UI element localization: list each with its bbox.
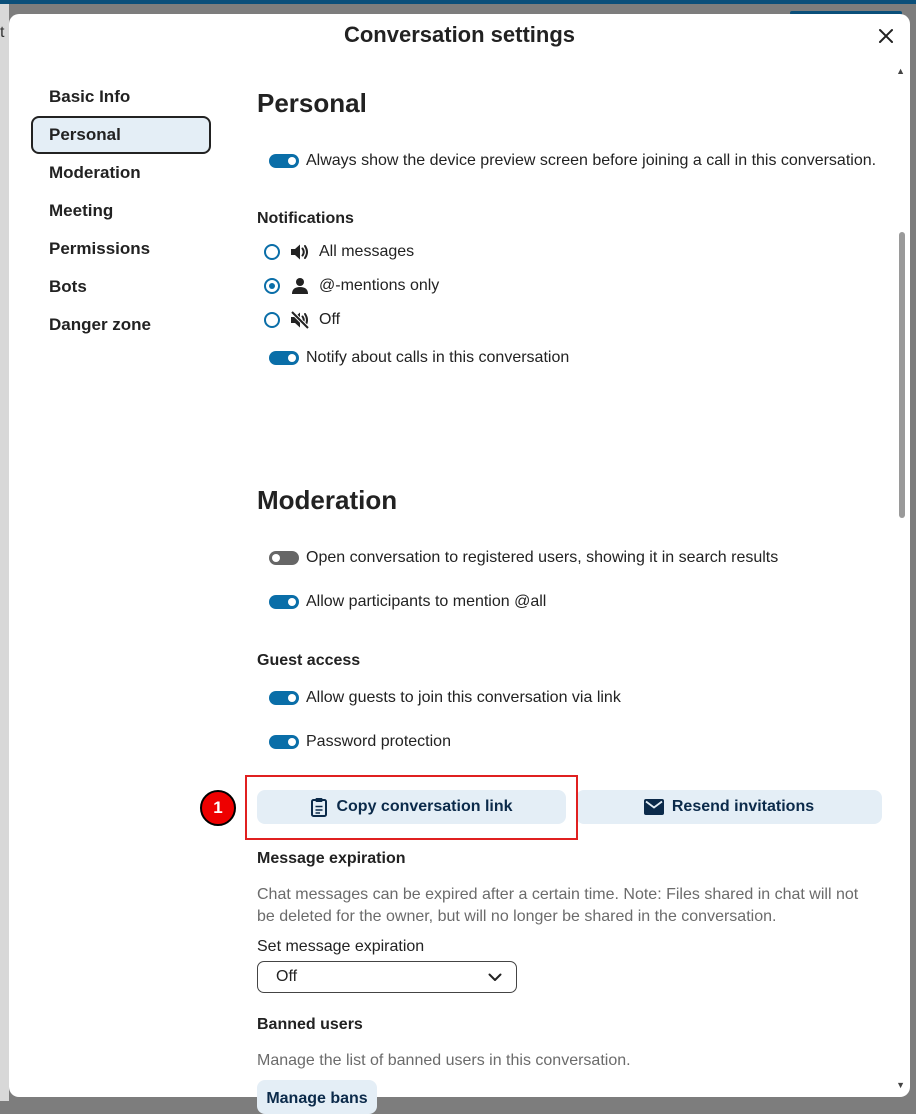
allow-guests-row[interactable] — [257, 689, 621, 707]
section-heading-personal: Personal — [257, 88, 367, 118]
nav-item-label: Basic Info — [49, 87, 131, 106]
person-icon — [289, 275, 311, 297]
nav-item-basic-info[interactable] — [31, 78, 211, 116]
nav-item-label: Bots — [49, 277, 87, 296]
device-preview-toggle[interactable] — [269, 154, 299, 168]
open-conversation-row[interactable] — [257, 549, 778, 567]
step-marker: 1 — [200, 790, 236, 826]
speaker-icon — [289, 241, 311, 263]
radio-all-messages[interactable] — [264, 244, 280, 260]
conversation-settings-dialog — [9, 14, 910, 1107]
scroll-up-arrow[interactable]: ▲ — [896, 66, 905, 76]
message-expiration-value: Off — [276, 968, 298, 985]
radio-mentions-only[interactable] — [264, 278, 280, 294]
highlight-box — [245, 775, 578, 840]
envelope-icon — [644, 799, 664, 815]
mention-all-toggle[interactable] — [269, 595, 299, 609]
message-expiration-heading: Message expiration — [257, 850, 406, 867]
mention-all-label: Allow participants to mention @all — [306, 593, 547, 610]
message-expiration-select[interactable] — [257, 961, 517, 993]
open-conversation-toggle[interactable] — [269, 551, 299, 565]
message-expiration-description: Chat messages can be expired after a certain time. Note: Files shared in chat will not be deleted for the owner, but will no longer be shared in the conversation. — [257, 886, 859, 925]
password-protection-toggle[interactable] — [269, 735, 299, 749]
nav-item-meeting[interactable] — [31, 192, 211, 230]
banned-users-description: Manage the list of banned users in this conversation. — [257, 1052, 631, 1069]
notification-option-all[interactable] — [257, 241, 414, 263]
nav-item-label: Permissions — [49, 239, 151, 258]
nav-item-label: Danger zone — [49, 315, 152, 334]
set-message-expiration-label: Set message expiration — [257, 938, 425, 955]
manage-bans-label: Manage bans — [266, 1090, 368, 1107]
background-edge-glyph: t — [0, 24, 5, 41]
notification-option-mentions[interactable] — [257, 275, 439, 297]
password-protection-row[interactable] — [257, 733, 451, 751]
section-heading-moderation: Moderation — [257, 485, 398, 515]
notification-option-label: @-mentions only — [319, 277, 440, 294]
allow-guests-label: Allow guests to join this conversation via link — [306, 689, 621, 706]
banned-users-heading: Banned users — [257, 1016, 363, 1033]
settings-nav — [31, 78, 211, 344]
copy-link-label: Copy conversation link — [336, 798, 513, 815]
dialog-title: Conversation settings — [343, 22, 576, 47]
radio-off[interactable] — [264, 312, 280, 328]
background-edge — [0, 4, 9, 1101]
nav-item-label: Personal — [49, 125, 121, 144]
open-conversation-label: Open conversation to registered users, showing it in search results — [306, 549, 779, 566]
scroll-down-arrow[interactable]: ▼ — [896, 1080, 905, 1090]
nav-item-label: Moderation — [49, 163, 141, 182]
close-icon — [879, 29, 893, 43]
notification-option-label: All messages — [319, 243, 415, 260]
resend-label: Resend invitations — [671, 798, 815, 815]
guest-access-heading: Guest access — [257, 652, 361, 669]
device-preview-row[interactable] — [257, 152, 876, 170]
close-button[interactable] — [874, 24, 898, 48]
chevron-down-icon — [488, 973, 502, 982]
mention-all-row[interactable] — [257, 593, 546, 611]
scrollbar-thumb[interactable] — [899, 232, 905, 518]
nav-item-personal[interactable] — [31, 116, 211, 154]
nav-item-moderation[interactable] — [31, 154, 211, 192]
notify-calls-row[interactable] — [257, 349, 569, 367]
notifications-heading: Notifications — [257, 210, 354, 227]
device-preview-label: Always show the device preview screen before joining a call in this conversation. — [306, 152, 877, 169]
nav-item-bots[interactable] — [31, 268, 211, 306]
nav-item-permissions[interactable] — [31, 230, 211, 268]
password-protection-label: Password protection — [306, 733, 451, 750]
notification-option-off[interactable] — [257, 309, 340, 331]
speaker-muted-icon — [289, 309, 311, 331]
nav-item-label: Meeting — [49, 201, 114, 220]
notify-calls-label: Notify about calls in this conversation — [306, 349, 570, 366]
resend-invitations-button[interactable] — [576, 790, 882, 824]
notification-option-label: Off — [319, 311, 341, 328]
notify-calls-toggle[interactable] — [269, 351, 299, 365]
allow-guests-toggle[interactable] — [269, 691, 299, 705]
background-top-bar — [0, 0, 916, 4]
nav-item-danger-zone[interactable] — [31, 306, 211, 344]
manage-bans-button[interactable] — [257, 1080, 377, 1114]
